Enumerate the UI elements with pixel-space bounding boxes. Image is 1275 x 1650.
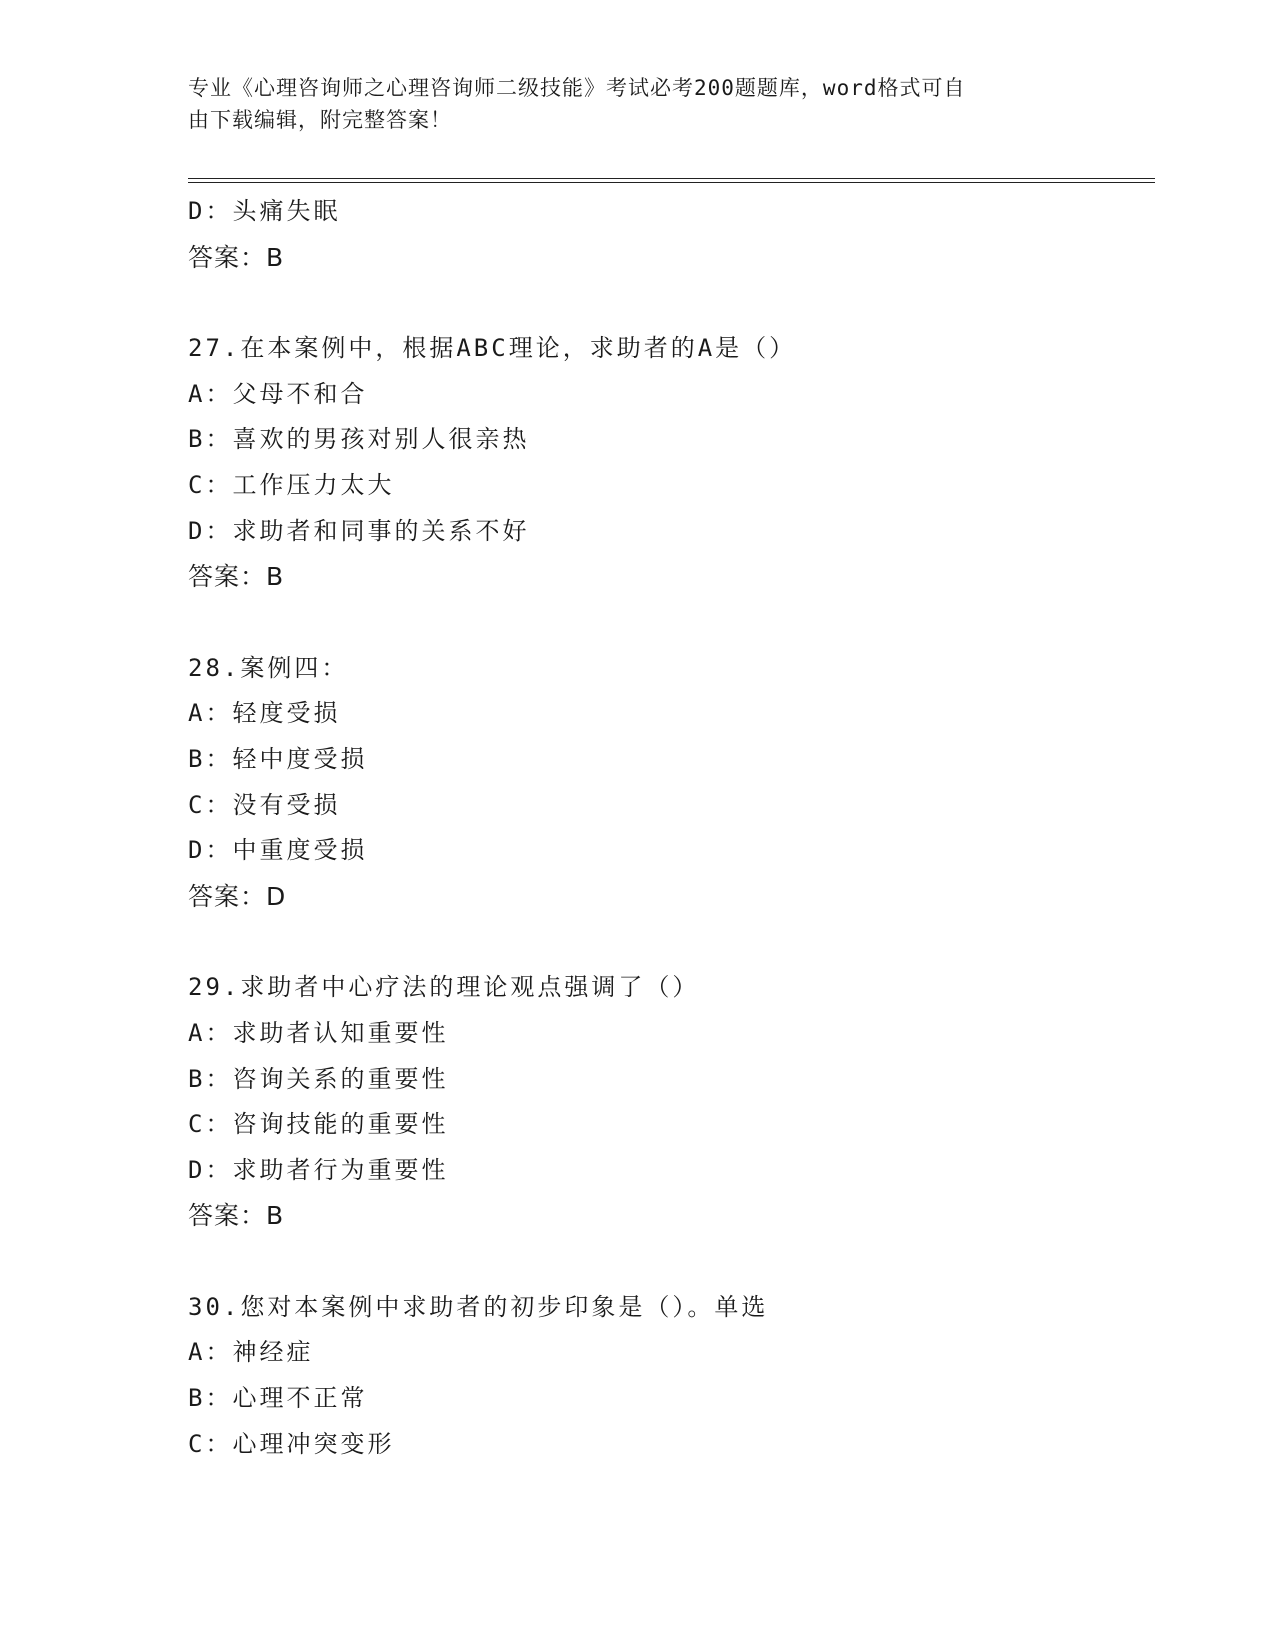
header-line-1: 专业《心理咨询师之心理咨询师二级技能》考试必考200题题库，word格式可自 xyxy=(188,76,966,100)
question-30 xyxy=(188,1285,1148,1467)
question-28 xyxy=(188,646,1148,920)
answer: 答案：D xyxy=(188,881,287,911)
option-b: B：喜欢的男孩对别人很亲热 xyxy=(188,425,530,454)
option-d: D：头痛失眠 xyxy=(188,197,341,225)
option-a: A：神经症 xyxy=(188,1338,314,1367)
question-27 xyxy=(188,326,1148,600)
option-d: D：求助者行为重要性 xyxy=(188,1155,449,1184)
option-d: D：求助者和同事的关系不好 xyxy=(188,516,530,545)
option-b: B：心理不正常 xyxy=(188,1384,368,1413)
option-c: C：心理冲突变形 xyxy=(188,1429,395,1458)
question-stem: 29.求助者中心疗法的理论观点强调了（） xyxy=(188,973,700,1002)
option-a: A：求助者认知重要性 xyxy=(188,1018,449,1047)
option-b: B：咨询关系的重要性 xyxy=(188,1064,449,1093)
option-c: C：工作压力太大 xyxy=(188,470,395,499)
question-stem: 27.在本案例中，根据ABC理论，求助者的A是（） xyxy=(188,334,797,363)
option-a: A：父母不和合 xyxy=(188,379,368,408)
answer: 答案：B xyxy=(188,1201,285,1231)
question-stem: 30.您对本案例中求助者的初步印象是（）。单选 xyxy=(188,1292,769,1321)
header-divider-top xyxy=(188,178,1155,179)
document-header xyxy=(188,72,1068,136)
question-29 xyxy=(188,965,1148,1239)
option-c: C：咨询技能的重要性 xyxy=(188,1110,449,1139)
header-divider-bottom xyxy=(188,182,1155,183)
option-b: B：轻中度受损 xyxy=(188,744,368,773)
question-list xyxy=(188,189,1148,1467)
question-stem: 28.案例四： xyxy=(188,653,349,682)
option-d: D：中重度受损 xyxy=(188,836,368,865)
answer: 答案：B xyxy=(188,562,285,592)
option-a: A：轻度受损 xyxy=(188,699,341,728)
answer: 答案：B xyxy=(188,242,285,272)
header-line-2: 由下载编辑，附完整答案！ xyxy=(188,108,452,132)
option-c: C：没有受损 xyxy=(188,790,341,819)
